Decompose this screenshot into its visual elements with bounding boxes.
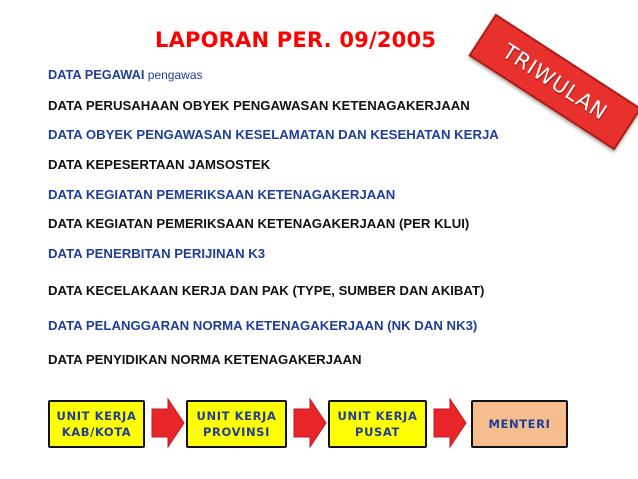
list-item-perijinan: [48, 246, 265, 261]
flow-label: MENTERI: [488, 417, 551, 431]
item-text: DATA PENYIDIKAN NORMA KETENAGAKERJAAN: [48, 352, 362, 367]
flow-label: UNIT KERJA PROVINSI: [196, 409, 277, 439]
arrow-right-icon: [292, 397, 328, 449]
list-item-pelanggaran: [48, 318, 477, 333]
item-text: DATA PELANGGARAN NORMA KETENAGAKERJAAN (NK DAN NK3): [48, 318, 478, 333]
banner-label: TRIWULAN: [498, 39, 612, 125]
item-text: DATA KEGIATAN PEMERIKSAAN KETENAGAKERJAAN (PER KLUI): [48, 216, 470, 231]
item-text: DATA KEGIATAN PEMERIKSAAN KETENAGAKERJAAN: [48, 187, 396, 202]
arrow-right-icon: [432, 397, 468, 449]
list-item-obyek-k3: [48, 127, 499, 142]
flow-label: UNIT KERJA PUSAT: [337, 409, 418, 439]
list-item-penyidikan: [48, 352, 362, 367]
flow-box-provinsi: [186, 400, 287, 448]
list-item-kegiatan: [48, 187, 395, 202]
page-title: LAPORAN PER. 09/2005: [155, 28, 437, 52]
list-item-perusahaan: [48, 98, 470, 113]
item-text: DATA PERUSAHAAN OBYEK PENGAWASAN KETENAGAKERJAAN: [48, 98, 470, 113]
list-item-pegawai: [48, 67, 203, 82]
item-suffix: pengawas: [144, 68, 203, 82]
flow-box-kab-kota: [48, 400, 145, 448]
item-text: DATA KEPESERTAAN JAMSOSTEK: [48, 157, 271, 172]
flow-label: UNIT KERJA KAB/KOTA: [56, 409, 137, 439]
flow-box-pusat: [328, 400, 427, 448]
arrow-right-icon: [150, 397, 186, 449]
list-item-kecelakaan: [48, 283, 484, 298]
flow-box-menteri: [471, 400, 568, 448]
item-text: DATA KECELAKAAN KERJA DAN PAK (TYPE, SUMBER DAN AKIBAT): [48, 283, 485, 298]
item-text: DATA PEGAWAI: [48, 67, 145, 82]
list-item-jamsostek: [48, 157, 270, 172]
item-text: DATA OBYEK PENGAWASAN KESELAMATAN DAN KESEHATAN KERJA: [48, 127, 499, 142]
item-text: DATA PENERBITAN PERIJINAN K3: [48, 246, 266, 261]
list-item-kegiatan-klui: [48, 216, 469, 231]
